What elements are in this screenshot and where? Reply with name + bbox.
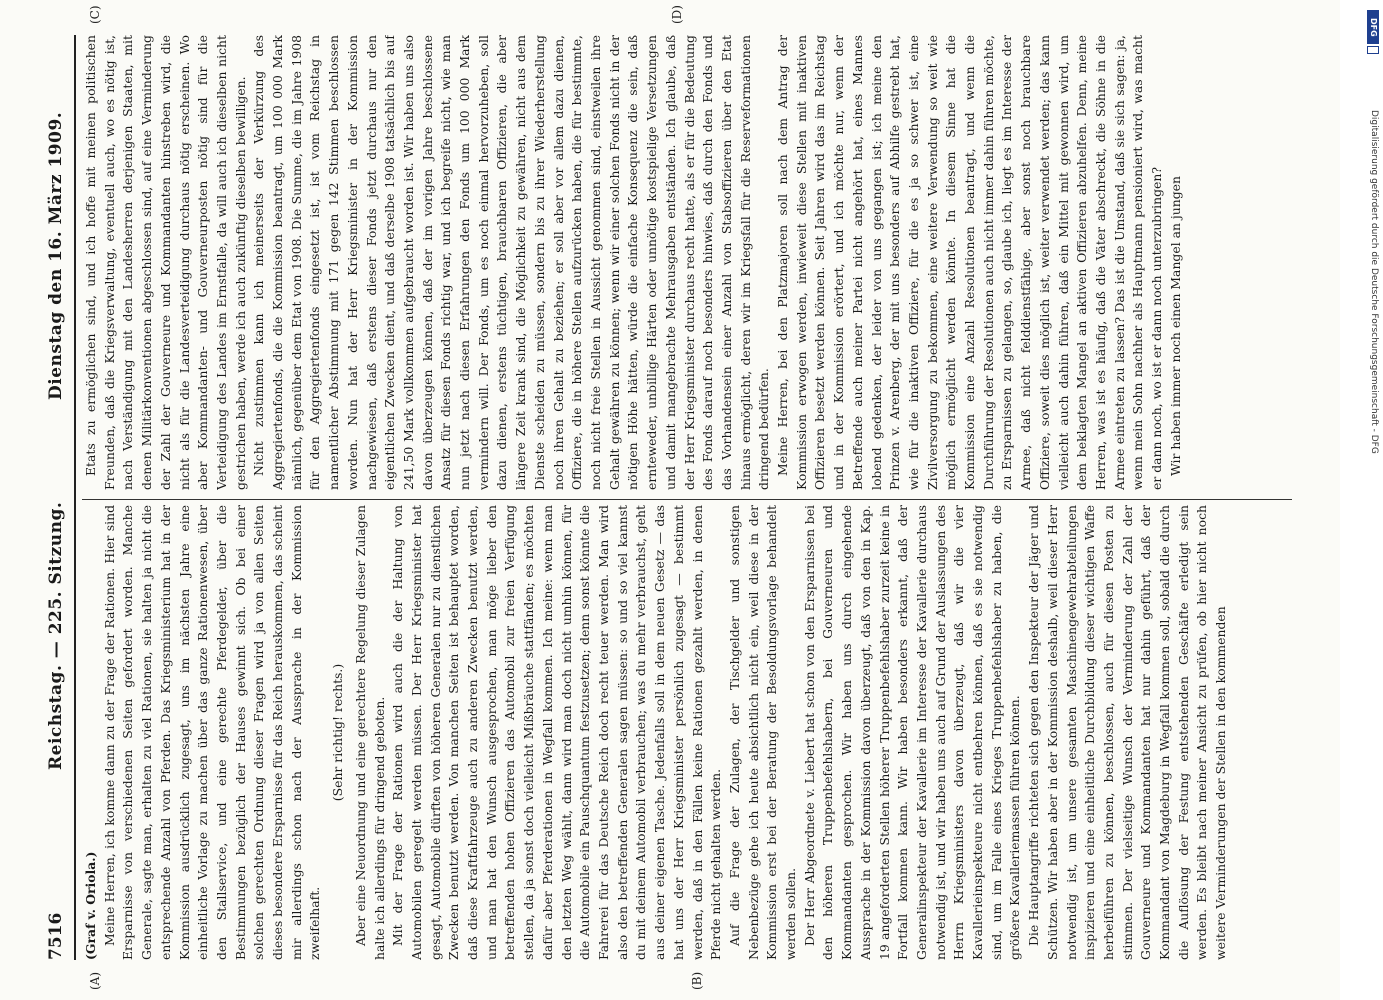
header-rule <box>74 35 76 960</box>
column-divider <box>82 499 1292 500</box>
margin-marker-c: (C) <box>88 5 102 24</box>
paragraph: Wir haben immer noch einen Mangel an jungen <box>1167 176 1183 476</box>
paragraph: Die Hauptangriffe richteten sich gegen den Inspekteur der Jäger und Schützen. Wir haben aber in der Kommission deshalb, weil dieser Herr notwendig ist, um unsere gesamten Maschinengewehrabteilungen inspizieren und eine einheitliche Durchbildung dieser wichtigen Waffe herbeiführen zu können, beschlossen, auch für diesen Posten zu stimmen. Der vielseitige Wunsch der Verminderung der Zahl der Gouverneure und Kommandanten hat nur dahin geführt, daß der Kommandant von Magdeburg in Wegfall kommen soll, sobald die durch die Auflösung der Festung entstehenden Geschäfte erledigt sein werden. Es bleibt nach meiner Ansicht zu prüfen, ob hier nicht noch weitere Verminderungen der Stellen in den kommenden <box>1026 505 1229 960</box>
margin-marker-b: (B) <box>690 971 704 990</box>
dfg-logo-mark <box>1367 46 1379 54</box>
page-header <box>44 30 72 960</box>
paragraph: Etats zu ermöglichen sind, und ich hoffe mit meinen politischen Freunden, daß die Kriegsverwaltung, eventuell auch, wo es nötig ist, nach Verständigung mit den Landesherren derjenigen Staaten, mit denen Militärkonventionen abgeschlossen sind, auf eine Verminderung der Zahl der Gouverneure und Kommandanten hinstreben wird, die nicht als für die Landesverteidigung durchaus nötig erscheinen. Wo aber Kommandanten- und Gouverneurposten nötig sind für die Verteidigung des Landes im Ernstfalle, da will auch ich dieselben nicht gestrichen haben, werde ich auch zukünftig dieselben bewilligen. <box>83 35 248 490</box>
paragraph: Meine Herren, ich komme dann zu der Frage der Rationen. Hier sind Ersparnisse von verschiedenen Seiten gefordert worden. Manche Generale, sagte man, erhalten zu viel Rationen, sie halten ja nicht die entsprechende Anzahl von Pferden. Das Kriegsministerium hat in der Kommission ausdrücklich zugesagt, uns im nächsten Jahre eine einheitliche Vorlage zu machen über das ganze Rationenwesen, über den Stallservice, und eine gerechte Pferdegelder, über die Bestimmungen bezüglich der Hauses gewinnt sich. Ob bei einer solchen gerechten Ordnung dieser Fragen wird ja von allen Seiten dieses besondere Ersparnisse für das Reich herauskommen, das scheint mir allerdings schon nach der Aussprache in der Kommission zweifelhaft. <box>101 505 323 960</box>
margin-marker-d: (D) <box>670 5 684 24</box>
session-date: Dienstag den 16. März 1909. <box>46 111 66 400</box>
paragraph: Der Herr Abgeordnete v. Liebert hat schon von den Ersparnissen bei den höheren Truppenbefehlshabern, bei Gouverneuren und Kommandanten gesprochen. Wir haben uns durch eingehende Aussprache in der Kommission davon überzeugt, daß von den in Kap. 19 angeforderten Stellen höherer Truppenbefehlshaber zurzeit keine in Fortfall kommen kann. Wir haben besonders erkannt, daß der Generalinspekteur der Kavallerie im Interesse der Kavallerie durchaus notwendig ist, und wir haben uns auch auf Grund der Auslassungen des Herrn Kriegsministers davon überzeugt, daß wir die vier Kavallerieinspekteure nicht entbehren können, daß es sie notwendig sind, um im Falle eines Krieges Truppenbefehlshaber zu haben, die größere Kavalleriemassen führen können. <box>801 505 1023 960</box>
right-column <box>82 35 1292 490</box>
left-column <box>82 505 1292 960</box>
paragraph: Nicht zustimmen kann ich meinerseits der Verkürzung des Aggregiertenfonds, die die Kommission beantragt, um 100 000 Mark nämlich, gegenüber dem Etat von 1908. Die Summe, die im Jahre 1908 für den Aggregiertenfonds eingesetzt ist, ist vom Reichstag in namentlicher Abstimmung mit 171 gegen 142 Stimmen beschlossen worden. Nun hat der Herr Kriegsminister in der Kommission nachgewiesen, daß erstens dieser Fonds jetzt durchaus nur den eigentlichen Zwecken dient, und daß derselbe 1908 tatsächlich bis auf 241,50 Mark vollkommen aufgebraucht worden ist. Wir haben uns also davon überzeugen können, daß der im vorigen Jahre beschlossene Ansatz für diesen Fonds richtig war, und ich begreife nicht, wie man nun jetzt nach diesen Erfahrungen den Fonds um 100 000 Mark vermindern will. Der Fonds, um es noch einmal hervorzuheben, soll dazu dienen, erstens tüchtigen, brauchbaren Offizieren, die aber längere Zeit krank sind, die Möglichkeit zu gewähren, nicht aus dem Dienste scheiden zu müssen, sondern bis zu ihrer Wiederherstellung noch ihren Gehalt zu beziehen; er soll aber vor allem dazu dienen, Offiziere, die in höhere Stellen aufzurücken haben, die für bestimmte, noch nicht freie Stellen in Aussicht genommen sind, einstweilen ihre Gehalt gewähren zu können; wenn wir einer solchen Fonds nicht in der nötigen Höhe hätten, würde die einfache Konsequenz die sein, daß ernteweder, unbillige Härten oder unnötige kostspielige Versetzungen und damit mangebrachte Mehrausgaben entständen. Ich glaube, daß der Herr Kriegsminister durchaus recht hatte, als er für die Bedeutung des Fonds darauf noch besonders hinwies, daß durch den Fonds und das Vorhandensein einer Anzahl von Stabsoffizieren über den Etat hinaus ermöglicht, deren wir im Kriegsfall für die Reserveformationen dringend bedürfen. <box>251 35 772 490</box>
paragraph: Meine Herren, bei den Platzmajoren soll nach dem Antrag der Kommission erwogen werden, inwieweit diese Stellen mit inaktiven Offizieren besetzt werden können. Seit Jahren wird das im Reichstag und in der Kommission erörtert, und ich möchte nur, wenn der Betreffende auch meiner Partei nicht angehört hat, eines Mannes lobend gedenken, der leider von uns gegangen ist; ich meine den Prinzen v. Arenberg, der mit uns besonders auf Abhilfe gestrebt hat, wie für die inaktiven Offiziere, für die es ja so schwer ist, eine Zivilversorgung zu bekommen, eine weitere Verwendung so weit wie möglich ermöglicht werden könnte. In diesem Sinne hat die Kommission eine Anzahl Resolutionen beantragt, und wenn die Durchführung der Resolutionen auch nicht immer dahin führen möchte, zu Ersparnissen zu gelangen, so, glaube ich, liegt es im Interesse der Armee, daß nicht felddienstfähige, aber sonst noch brauchbare Offiziere, soweit dies möglich ist, weiter verwendet werden; das kann vielleicht auch dahin führen, daß ein Mittel mit gewonnen wird, um dem beklagten Mangel an aktiven Offizieren abzuhelfen. Denn, meine Herren, was ist es häufig, daß die Väter abschreckt, die Söhne in die Armee eintreten zu lassen? Das ist die Umstand, daß sie sich sagen: ja, wenn mein Sohn nachher als Hauptmann pensioniert wird, was macht er dann noch, wo ist er dann noch unterzubringen? <box>775 35 1165 490</box>
interjection: (Sehr richtig! rechts.) <box>330 663 346 802</box>
digitization-credit: Digitalisierung gefördert durch die Deutsche Forschungsgemeinschaft - DFG <box>1369 110 1379 454</box>
speaker-label: (Graf v. Oriola.) <box>83 851 98 960</box>
dfg-logo: DFG <box>1367 10 1379 44</box>
paragraph: Aber eine Neuordnung und eine gerechtere Regelung dieser Zulagen halte ich allerdings für dringend geboten. <box>352 505 387 960</box>
paragraph: Mit der Frage der Rationen wird auch die der Haltung von Automobilen geregelt werden müssen. Der Herr Kriegsminister hat gesagt, Automobile dürften von höheren Generalen nur zu dienstlichen Zwecken benutzt werden. Von manchen Seiten ist behauptet worden, daß diese Kraftfahrzeuge auch zu anderen Zwecken benutzt werden, und man hat den Wunsch ausgesprochen, man möge lieber den betreffenden hohen Offizieren das Automobil zur freien Verfügung stellen, da ja sonst doch vielleicht Mißbräuche stattfänden; es möchten dafür aber Pferderationen in Wegfall kommen. Ich meine: wenn man den letzten Weg wählt, dann wird man doch nicht umhin können, für die Automobile ein Pauschquantum festzusetzen; denn sonst könnte die Fahrerei für das Deutsche Reich doch recht teuer werden. Man wird also den betreffenden Generalen sagen müssen: so und so viel kannst du mit deinem Automobil verbrauchen; was du mehr verbrauchst, geht aus deiner eigenen Tasche. Jedenfalls soll in dem neuen Gesetz — das hat uns der Herr Kriegsminister persönlich zugesagt — bestimmt werden, daß in den Fällen keine Rationen gezahlt werden, in denen Pferde nicht gehalten werden. <box>390 505 724 960</box>
session-title: Reichstag. — 225. Sitzung. <box>46 501 66 770</box>
page-number: 7516 <box>46 912 66 960</box>
paragraph: Auf die Frage der Zulagen, der Tischgelder und sonstigen Nebenbezüge gehe ich heute absichtlich nicht ein, weil diese in der Kommission erst bei der Beratung der Besoldungsvorlage behandelt werden sollen. <box>726 505 799 960</box>
margin-marker-a: (A) <box>88 971 102 990</box>
